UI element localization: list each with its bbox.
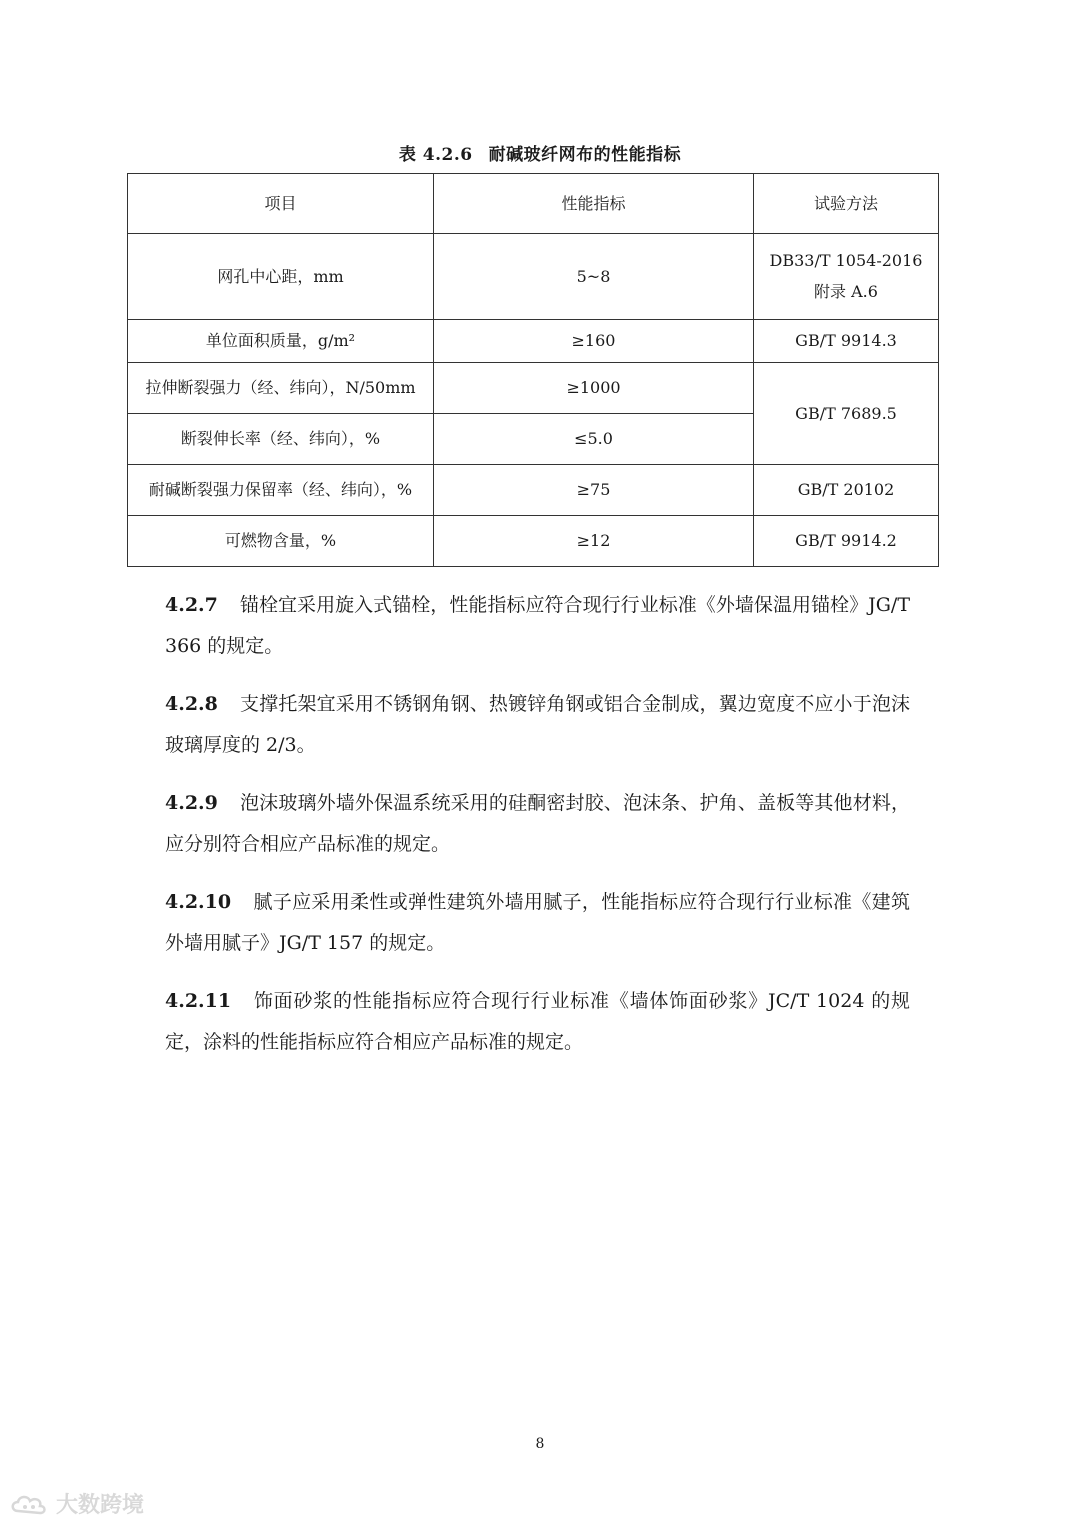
table-cell-method: GB/T 9914.2 (754, 516, 939, 567)
clause-paragraph (165, 684, 910, 766)
table-cell-value: ≥12 (434, 516, 754, 567)
table-header-row (128, 174, 939, 234)
clause-number: 4.2.8 (165, 693, 218, 715)
table-caption (0, 140, 1080, 165)
table-cell-method: GB/T 7689.5 (754, 363, 939, 465)
watermark (8, 1488, 144, 1519)
clause-number: 4.2.9 (165, 792, 218, 814)
performance-table (127, 173, 939, 567)
clause-text: 饰面砂浆的性能指标应符合现行行业标准《墙体饰面砂浆》JC/T 1024 的规定，涂料的性能指标应符合相应产品标准的规定。 (165, 990, 910, 1053)
table-cell-value: ≥1000 (434, 363, 754, 414)
table-cell-method: GB/T 20102 (754, 465, 939, 516)
method-line: 附录 A.6 (814, 281, 878, 301)
cloud-logo-icon (8, 1491, 52, 1517)
table-caption-number: 表 4.2.6 (398, 145, 473, 165)
clause-paragraph (165, 783, 910, 865)
clause-number: 4.2.10 (165, 891, 232, 913)
clause-paragraph (165, 585, 910, 667)
clause-text: 泡沫玻璃外墙外保温系统采用的硅酮密封胶、泡沫条、护角、盖板等其他材料，应分别符合相应产品标准的规定。 (165, 792, 910, 855)
clause-paragraph (165, 981, 910, 1063)
page-number: 8 (535, 1436, 545, 1452)
watermark-text: 大数跨境 (56, 1493, 145, 1518)
table-cell-value: ≤5.0 (434, 414, 754, 465)
table-row (128, 465, 939, 516)
clause-text: 腻子应采用柔性或弹性建筑外墙用腻子，性能指标应符合现行行业标准《建筑外墙用腻子》JG/T 157 的规定。 (165, 891, 910, 954)
table-row (128, 234, 939, 320)
clause-paragraph (165, 882, 910, 964)
table-row (128, 320, 939, 363)
table-cell-item: 耐碱断裂强力保留率（经、纬向），% (128, 465, 434, 516)
clause-number: 4.2.11 (165, 990, 232, 1012)
table-caption-title: 耐碱玻纤网布的性能指标 (488, 145, 682, 165)
table-cell-method (754, 234, 939, 320)
table-cell-item: 拉伸断裂强力（经、纬向），N/50mm (128, 363, 434, 414)
table-cell-value: ≥75 (434, 465, 754, 516)
table-row (128, 363, 939, 414)
table-cell-value: 5~8 (434, 234, 754, 320)
clause-text: 支撑托架宜采用不锈钢角钢、热镀锌角钢或铝合金制成，翼边宽度不应小于泡沫玻璃厚度的 2/3。 (165, 693, 910, 756)
table-cell-value: ≥160 (434, 320, 754, 363)
table-cell-item: 断裂伸长率（经、纬向），% (128, 414, 434, 465)
table-cell-item: 可燃物含量，% (128, 516, 434, 567)
clause-text: 锚栓宜采用旋入式锚栓，性能指标应符合现行行业标准《外墙保温用锚栓》JG/T 366 的规定。 (165, 594, 910, 657)
table-header-cell: 性能指标 (434, 174, 754, 234)
table-cell-method: GB/T 9914.3 (754, 320, 939, 363)
method-line: DB33/T 1054-2016 (769, 251, 923, 271)
clause-list (165, 585, 910, 1080)
table-header-cell: 试验方法 (754, 174, 939, 234)
table-header-cell: 项目 (128, 174, 434, 234)
table-row (128, 516, 939, 567)
table-cell-item: 网孔中心距，mm (128, 234, 434, 320)
clause-number: 4.2.7 (165, 594, 218, 616)
table-cell-item: 单位面积质量，g/m² (128, 320, 434, 363)
